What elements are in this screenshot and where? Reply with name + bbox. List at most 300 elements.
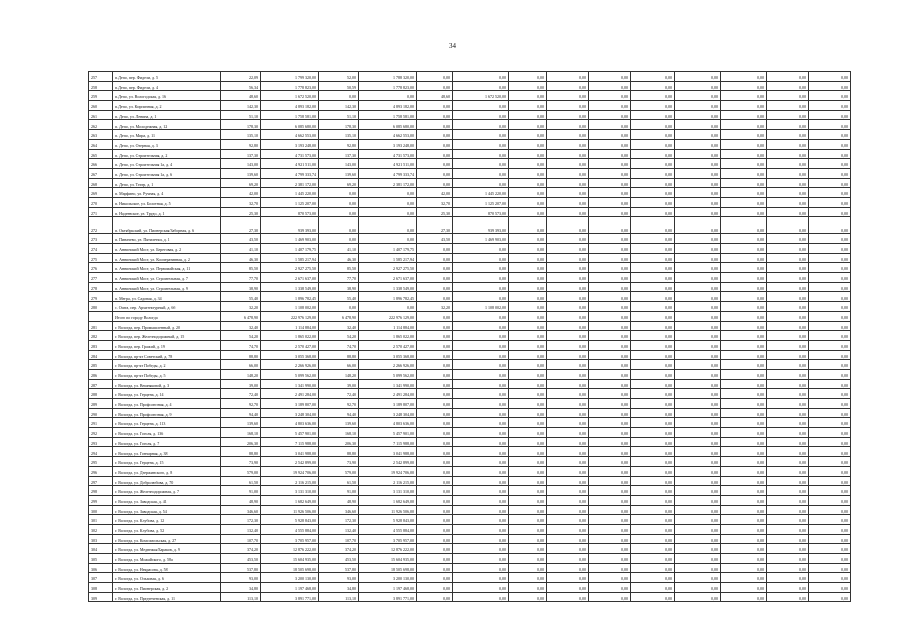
value-cell: 0,00 (417, 273, 453, 283)
value-cell: 0,00 (675, 476, 721, 486)
value-cell: 0,00 (767, 130, 809, 140)
table-row (89, 110, 851, 120)
value-cell: 3 131 310,00 (261, 486, 319, 496)
row-number-cell: 274 (89, 244, 113, 254)
value-cell: 939 393,00 (261, 217, 319, 234)
value-cell: 0,00 (721, 234, 767, 244)
row-number-cell: 303 (89, 534, 113, 544)
value-cell: 4 893 182,00 (359, 101, 417, 111)
value-cell: 46,30 (319, 253, 359, 263)
value-cell: 0,00 (453, 457, 509, 467)
value-cell: 0,00 (509, 554, 547, 564)
value-cell: 0,00 (809, 466, 851, 476)
value-cell: 61,50 (221, 476, 261, 486)
value-cell: 0,00 (509, 120, 547, 130)
value-cell: 0,00 (675, 515, 721, 525)
value-cell: 0,00 (721, 399, 767, 409)
value-cell: 0,00 (675, 282, 721, 292)
value-cell: 2 542 899,00 (359, 457, 417, 467)
value-cell: 0,00 (589, 505, 631, 515)
value-cell: 0,00 (359, 188, 417, 198)
table-row (89, 168, 851, 178)
value-cell: 0,00 (809, 217, 851, 234)
value-cell: 1 341 990,00 (261, 379, 319, 389)
value-cell: 0,00 (417, 168, 453, 178)
value-cell: 0,00 (547, 457, 589, 467)
value-cell: 0,00 (809, 428, 851, 438)
value-cell: 0,00 (809, 544, 851, 554)
table-row (89, 101, 851, 111)
value-cell: 2 381 172,00 (261, 178, 319, 188)
value-cell: 91,00 (221, 486, 261, 496)
value-cell: 0,00 (417, 321, 453, 331)
value-cell: 0,00 (631, 466, 675, 476)
value-cell: 0,00 (547, 207, 589, 217)
value-cell: 0,00 (767, 418, 809, 428)
value-cell: 0,00 (767, 149, 809, 159)
value-cell: 0,00 (721, 524, 767, 534)
value-cell: 0,00 (809, 282, 851, 292)
value-cell: 0,00 (675, 554, 721, 564)
value-cell: 0,00 (589, 188, 631, 198)
value-cell: 18 505 698,00 (261, 563, 319, 573)
value-cell: 1 114 884,00 (261, 321, 319, 331)
table-row (89, 418, 851, 428)
value-cell: 0,00 (675, 524, 721, 534)
row-number-cell: 269 (89, 188, 113, 198)
row-number-cell: 309 (89, 592, 113, 602)
address-cell: г. Вологда, ул. Ольховая, д. 6 (113, 573, 221, 583)
value-cell: 0,00 (547, 399, 589, 409)
value-cell: 0,00 (453, 437, 509, 447)
value-cell: 0,00 (721, 331, 767, 341)
value-cell: 0,00 (767, 583, 809, 593)
value-cell: 6 085 680,00 (359, 120, 417, 130)
value-cell: 92,70 (319, 399, 359, 409)
value-cell: 0,00 (509, 418, 547, 428)
value-cell: 0,00 (721, 486, 767, 496)
value-cell: 0,00 (453, 583, 509, 593)
table-row (89, 188, 851, 198)
value-cell: 0,00 (547, 418, 589, 428)
address-cell: п. Октябрьский, ул. Пионерская/Заборная, д. 6 (113, 217, 221, 234)
table-row (89, 197, 851, 207)
value-cell: 0,00 (453, 72, 509, 82)
value-cell: 0,00 (453, 244, 509, 254)
value-cell: 0,00 (721, 292, 767, 302)
value-cell: 0,00 (809, 486, 851, 496)
value-cell: 206,30 (319, 437, 359, 447)
value-cell: 0,00 (547, 331, 589, 341)
row-number-cell: 261 (89, 110, 113, 120)
value-cell: 0,00 (417, 110, 453, 120)
value-cell: 0,00 (417, 447, 453, 457)
value-cell: 3 193 248,00 (359, 139, 417, 149)
value-cell: 0,00 (417, 495, 453, 505)
value-cell: 143,00 (221, 159, 261, 169)
address-cell: п. Депо, ул. Мира, д. 11 (113, 130, 221, 140)
value-cell: 94,40 (319, 408, 359, 418)
table-row (89, 331, 851, 341)
value-cell: 0,00 (809, 120, 851, 130)
value-cell: 0,00 (547, 544, 589, 554)
value-cell: 0,00 (453, 139, 509, 149)
value-cell: 0,00 (453, 379, 509, 389)
value-cell: 66,00 (221, 360, 261, 370)
value-cell: 0,00 (547, 428, 589, 438)
value-cell: 0,00 (721, 139, 767, 149)
value-cell: 178,30 (221, 120, 261, 130)
value-cell: 0,00 (589, 515, 631, 525)
value-cell: 0,00 (767, 544, 809, 554)
value-cell: 18 505 698,00 (359, 563, 417, 573)
value-cell: 0,00 (631, 178, 675, 188)
row-number-cell: 299 (89, 495, 113, 505)
value-cell: 0,00 (809, 101, 851, 111)
value-cell: 52,00 (319, 72, 359, 82)
value-cell: 3 189 807,00 (359, 399, 417, 409)
value-cell: 48,60 (417, 91, 453, 101)
value-cell: 74,70 (319, 340, 359, 350)
row-number-cell: 285 (89, 360, 113, 370)
value-cell: 0,00 (721, 573, 767, 583)
row-number-cell: 268 (89, 178, 113, 188)
value-cell: 0,00 (509, 369, 547, 379)
value-cell: 0,00 (589, 282, 631, 292)
row-number-cell: 300 (89, 505, 113, 515)
value-cell: 0,00 (547, 72, 589, 82)
value-cell: 51,10 (221, 110, 261, 120)
value-cell: 0,00 (589, 273, 631, 283)
value-cell: 0,00 (417, 292, 453, 302)
address-cell: п. Никольское, ул. Болотная, д. 5 (113, 197, 221, 207)
value-cell: 0,00 (767, 188, 809, 198)
value-cell: 0,00 (721, 408, 767, 418)
value-cell: 0,00 (453, 389, 509, 399)
value-cell: 0,00 (631, 515, 675, 525)
address-cell: г. Вологда, пер. Промышленный, д. 20 (113, 321, 221, 331)
value-cell: 2 491 284,00 (261, 389, 319, 399)
value-cell: 0,00 (417, 583, 453, 593)
value-cell: 0,00 (631, 573, 675, 583)
value-cell: 0,00 (589, 244, 631, 254)
row-number-cell: 271 (89, 207, 113, 217)
value-cell: 93,00 (221, 573, 261, 583)
value-cell: 94,40 (221, 408, 261, 418)
value-cell: 1 865 022,00 (359, 331, 417, 341)
value-cell: 0,00 (417, 592, 453, 602)
value-cell: 137,30 (221, 149, 261, 159)
value-cell: 93,00 (319, 573, 359, 583)
value-cell: 74,70 (221, 340, 261, 350)
value-cell: 0,00 (547, 447, 589, 457)
row-number-cell: 270 (89, 197, 113, 207)
value-cell: 34,80 (221, 583, 261, 593)
address-cell: г. Вологда, ул. Комсомольская, д. 27 (113, 534, 221, 544)
address-cell: г. Вологда, ул. Клубова, д. 12 (113, 515, 221, 525)
address-cell: п. Аннинский Мост, ул. Строительная, д. 7 (113, 273, 221, 283)
row-number-cell: 291 (89, 418, 113, 428)
value-cell: 0,00 (721, 244, 767, 254)
value-cell: 3 193 248,00 (261, 139, 319, 149)
value-cell: 0,00 (509, 217, 547, 234)
value-cell: 0,00 (675, 292, 721, 302)
value-cell: 3 891 771,00 (261, 592, 319, 602)
value-cell: 4 555 884,00 (359, 524, 417, 534)
value-cell: 0,00 (631, 101, 675, 111)
row-number-cell: 306 (89, 563, 113, 573)
value-cell: 0,00 (721, 168, 767, 178)
value-cell: 0,00 (547, 263, 589, 273)
table-row (89, 282, 851, 292)
value-cell: 0,00 (509, 321, 547, 331)
value-cell: 1 788 320,00 (359, 72, 417, 82)
row-number-cell: 308 (89, 583, 113, 593)
row-number-cell: 278 (89, 282, 113, 292)
address-cell: п. Депо, ул. Молодежная, д. 12 (113, 120, 221, 130)
value-cell: 0,00 (319, 188, 359, 198)
value-cell: 39,00 (221, 379, 261, 389)
value-cell: 0,00 (631, 428, 675, 438)
value-cell: 4 731 573,00 (359, 149, 417, 159)
value-cell: 41,10 (319, 244, 359, 254)
value-cell: 0,00 (767, 437, 809, 447)
value-cell: 0,00 (631, 505, 675, 515)
value-cell: 0,00 (767, 197, 809, 207)
value-cell: 0,00 (767, 515, 809, 525)
value-cell: 0,00 (509, 139, 547, 149)
value-cell: 25,30 (417, 207, 453, 217)
value-cell: 5 457 901,00 (359, 428, 417, 438)
value-cell: 1 778 823,00 (261, 81, 319, 91)
value-cell: 55,40 (319, 292, 359, 302)
value-cell: 0,00 (589, 234, 631, 244)
value-cell: 0,00 (417, 408, 453, 418)
value-cell: 0,00 (721, 350, 767, 360)
value-cell: 0,00 (767, 457, 809, 467)
value-cell: 0,00 (809, 302, 851, 312)
value-cell: 139,60 (319, 418, 359, 428)
value-cell: 0,00 (547, 340, 589, 350)
value-cell: 0,00 (767, 524, 809, 534)
address-cell: г. Вологда, ул. Некрасова, д. 58 (113, 563, 221, 573)
table-row (89, 273, 851, 283)
value-cell: 1 125 207,00 (453, 197, 509, 207)
table-row (89, 292, 851, 302)
address-cell: г. Вологда, пр-кт Победы, д. 5 (113, 369, 221, 379)
value-cell: 92,70 (221, 399, 261, 409)
value-cell: 0,00 (809, 273, 851, 283)
value-cell: 0,00 (589, 476, 631, 486)
address-cell: п. Депо, ул. Ленина, д. 1 (113, 110, 221, 120)
value-cell: 0,00 (809, 408, 851, 418)
value-cell: 0,00 (767, 360, 809, 370)
value-cell: 0,00 (453, 534, 509, 544)
value-cell: 0,00 (509, 592, 547, 602)
value-cell: 135,10 (221, 130, 261, 140)
value-cell: 0,00 (509, 311, 547, 321)
value-cell: 0,00 (721, 197, 767, 207)
value-cell: 0,00 (509, 263, 547, 273)
value-cell: 3 891 771,00 (359, 592, 417, 602)
value-cell: 0,00 (453, 81, 509, 91)
value-cell: 0,00 (509, 292, 547, 302)
value-cell: 1 682 649,00 (359, 495, 417, 505)
value-cell: 0,00 (809, 188, 851, 198)
value-cell: 0,00 (547, 515, 589, 525)
table-row (89, 583, 851, 593)
value-cell: 453,50 (221, 554, 261, 564)
value-cell: 0,00 (721, 515, 767, 525)
value-cell: 0,00 (721, 72, 767, 82)
value-cell: 0,00 (675, 340, 721, 350)
value-cell: 0,00 (721, 302, 767, 312)
value-cell: 0,00 (453, 340, 509, 350)
value-cell: 5 928 843,00 (261, 515, 319, 525)
value-cell: 19 924 706,00 (261, 466, 319, 476)
value-cell: 0,00 (417, 369, 453, 379)
value-cell: 0,00 (631, 81, 675, 91)
value-cell: 0,00 (631, 495, 675, 505)
value-cell: 0,00 (631, 120, 675, 130)
value-cell: 113,10 (319, 592, 359, 602)
value-cell: 1 672 520,00 (453, 91, 509, 101)
value-cell: 0,00 (509, 437, 547, 447)
value-cell: 0,00 (675, 207, 721, 217)
value-cell: 0,00 (589, 350, 631, 360)
value-cell: 0,00 (453, 554, 509, 564)
value-cell: 0,00 (767, 476, 809, 486)
address-cell: г. Вологда, ул. Герцена, д. 113 (113, 418, 221, 428)
value-cell: 132,40 (319, 524, 359, 534)
value-cell: 0,00 (767, 321, 809, 331)
value-cell: 85,50 (319, 263, 359, 273)
value-cell: 0,00 (631, 534, 675, 544)
value-cell: 0,00 (509, 244, 547, 254)
value-cell: 0,00 (509, 178, 547, 188)
row-number-cell: 302 (89, 524, 113, 534)
table-row (89, 524, 851, 534)
value-cell: 4 799 333,74 (359, 168, 417, 178)
value-cell: 0,00 (547, 534, 589, 544)
value-cell: 2 491 284,00 (359, 389, 417, 399)
value-cell: 0,00 (675, 437, 721, 447)
value-cell: 0,00 (631, 273, 675, 283)
value-cell: 0,00 (547, 379, 589, 389)
value-cell: 0,00 (631, 302, 675, 312)
value-cell: 0,00 (509, 159, 547, 169)
value-cell: 0,00 (809, 592, 851, 602)
address-cell: г. Вологда, пр-кт Победы, д. 2 (113, 360, 221, 370)
value-cell: 3 041 988,00 (359, 447, 417, 457)
value-cell: 66,00 (319, 360, 359, 370)
value-cell: 0,00 (767, 369, 809, 379)
value-cell: 0,00 (721, 253, 767, 263)
value-cell: 206,30 (221, 437, 261, 447)
value-cell: 3 248 304,00 (359, 408, 417, 418)
value-cell: 0,00 (417, 360, 453, 370)
housing-register-table (88, 71, 851, 602)
value-cell: 0,00 (721, 321, 767, 331)
value-cell: 69,20 (319, 178, 359, 188)
value-cell: 0,00 (547, 292, 589, 302)
value-cell: 0,00 (589, 120, 631, 130)
value-cell: 0,00 (809, 369, 851, 379)
value-cell: 15 604 935,00 (359, 554, 417, 564)
value-cell: 453,50 (319, 554, 359, 564)
value-cell: 0,00 (631, 207, 675, 217)
value-cell: 0,00 (453, 592, 509, 602)
value-cell: 0,00 (417, 282, 453, 292)
value-cell: 0,00 (417, 244, 453, 254)
value-cell: 3 705 957,00 (359, 534, 417, 544)
value-cell: 0,00 (509, 72, 547, 82)
value-cell: 0,00 (547, 592, 589, 602)
value-cell: 374,20 (221, 544, 261, 554)
value-cell: 51,10 (319, 110, 359, 120)
value-cell: 0,00 (547, 168, 589, 178)
value-cell: 0,00 (547, 101, 589, 111)
value-cell: 0,00 (767, 282, 809, 292)
value-cell: 0,00 (631, 217, 675, 234)
value-cell: 0,00 (809, 331, 851, 341)
value-cell: 0,00 (509, 379, 547, 389)
value-cell: 0,00 (589, 321, 631, 331)
value-cell: 0,00 (675, 72, 721, 82)
value-cell: 0,00 (675, 263, 721, 273)
value-cell: 55,40 (221, 292, 261, 302)
value-cell: 0,00 (509, 466, 547, 476)
row-number-cell: 284 (89, 350, 113, 360)
value-cell: 73,90 (221, 457, 261, 467)
value-cell: 0,00 (767, 253, 809, 263)
value-cell: 0,00 (767, 592, 809, 602)
value-cell: 0,00 (417, 573, 453, 583)
address-cell: п. Депо, ул. Озерная, д. 3 (113, 139, 221, 149)
value-cell: 0,00 (509, 168, 547, 178)
value-cell: 0,00 (767, 331, 809, 341)
value-cell: 0,00 (767, 495, 809, 505)
value-cell: 43,50 (417, 234, 453, 244)
value-cell: 15 604 935,00 (261, 554, 319, 564)
value-cell: 0,00 (675, 544, 721, 554)
value-cell: 0,00 (453, 159, 509, 169)
value-cell: 77,70 (221, 273, 261, 283)
value-cell: 0,00 (589, 217, 631, 234)
value-cell: 0,00 (721, 476, 767, 486)
value-cell: 0,00 (417, 486, 453, 496)
value-cell: 1 197 468,00 (359, 583, 417, 593)
value-cell: 38,90 (221, 282, 261, 292)
value-cell: 0,00 (589, 573, 631, 583)
value-cell: 0,00 (767, 379, 809, 389)
value-cell: 537,80 (221, 563, 261, 573)
value-cell: 0,00 (809, 515, 851, 525)
table-row (89, 389, 851, 399)
value-cell: 0,00 (417, 389, 453, 399)
value-cell: 0,00 (417, 311, 453, 321)
value-cell: 0,00 (675, 360, 721, 370)
value-cell: 0,00 (417, 515, 453, 525)
address-cell: п. Депо, ул. Театр, д. 1 (113, 178, 221, 188)
value-cell: 0,00 (509, 253, 547, 263)
value-cell: 0,00 (767, 563, 809, 573)
value-cell: 11 926 506,00 (359, 505, 417, 515)
value-cell: 0,00 (589, 149, 631, 159)
value-cell: 0,00 (509, 360, 547, 370)
value-cell: 0,00 (509, 428, 547, 438)
address-cell: г. Вологда, ул. Клубова, д. 52 (113, 524, 221, 534)
